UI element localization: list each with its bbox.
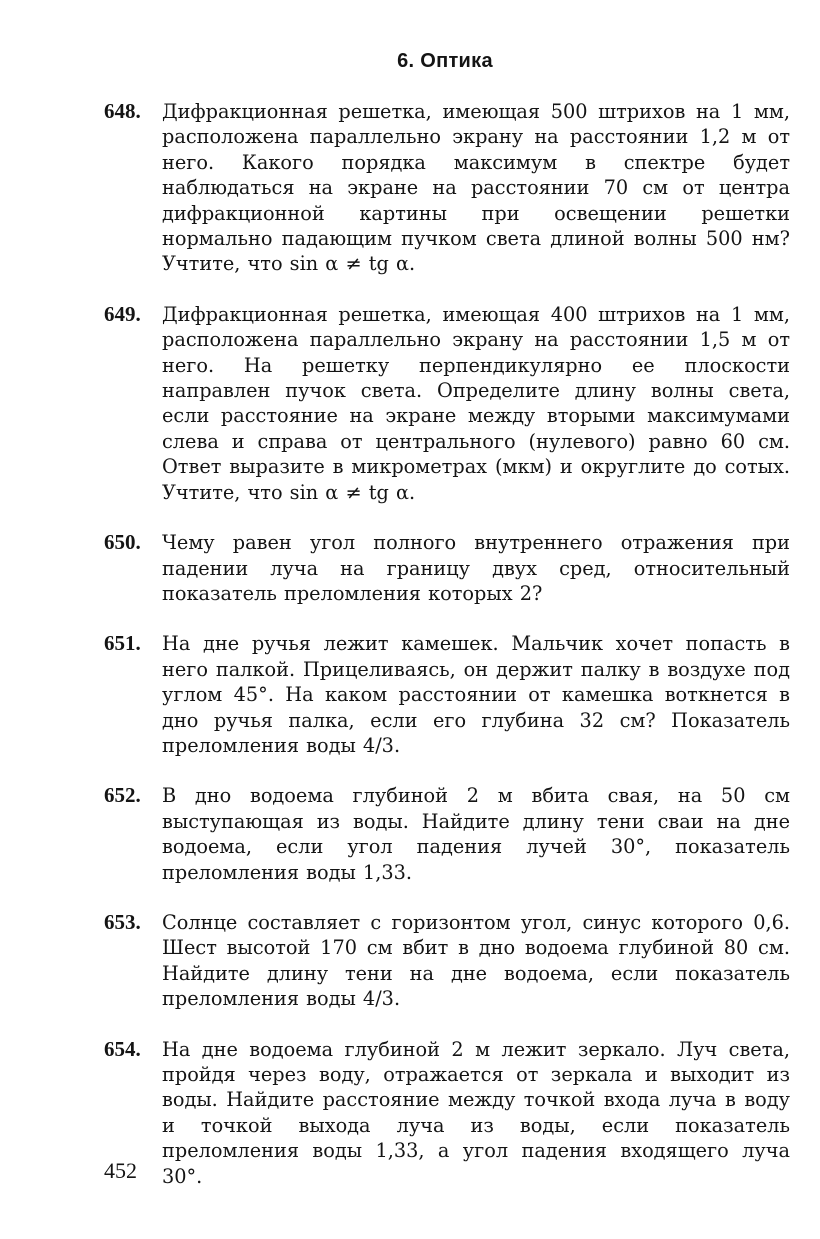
problem-text: Дифракционная решетка, имеющая 500 штрихов на 1 мм, расположена параллельно экрану на расстоянии 1,2 м от него. Какого порядка максимум в спектре будет наблюдаться на экране на расстоянии 70 см от центра дифракционной картины при освещении решетки нормально падающим пучком света длиной волны 500 нм? Учтите, что sin α ≠ tg α. xyxy=(162,100,790,276)
problem-653 xyxy=(104,910,790,1012)
problem-number: 654. xyxy=(104,1036,141,1061)
problem-list xyxy=(104,99,790,1214)
problem-number: 653. xyxy=(104,909,141,934)
problem-651 xyxy=(104,631,790,758)
problem-text: На дне водоема глубиной 2 м лежит зеркало. Луч света, пройдя через воду, отражается от зеркала и выходит из воды. Найдите расстояние между точкой входа луча в воду и точкой выхода луча из воды, если показатель преломления воды 1,33, а угол падения входящего луча 30°. xyxy=(162,1037,790,1188)
problem-text: В дно водоема глубиной 2 м вбита свая, на 50 см выступающая из воды. Найдите длину тени сваи на дне водоема, если угол падения лучей 30°, показатель преломления воды 1,33. xyxy=(162,784,790,884)
problem-number: 648. xyxy=(104,99,141,123)
problem-text: Солнце составляет с горизонтом угол, синус которого 0,6. Шест высотой 170 см вбит в дно водоема глубиной 80 см. Найдите длину тени на дне водоема, если показатель преломления воды 4/3. xyxy=(162,910,790,1011)
problem-654 xyxy=(104,1037,790,1189)
problem-649 xyxy=(104,302,790,505)
page-number: 452 xyxy=(104,1158,137,1183)
problem-number: 650. xyxy=(104,530,141,555)
problem-number: 649. xyxy=(104,301,141,326)
problem-number: 652. xyxy=(104,783,141,808)
problem-text: На дне ручья лежит камешек. Мальчик хочет попасть в него палкой. Прицеливаясь, он держит палку в воздухе под углом 45°. На каком расстоянии от камешка воткнется в дно ручья палка, если его глубина 32 см? Показатель преломления воды 4/3. xyxy=(162,632,790,757)
section-title: 6. Оптика xyxy=(397,50,493,72)
problem-number: 651. xyxy=(104,631,141,656)
problem-650 xyxy=(104,530,790,606)
problem-648 xyxy=(104,99,790,277)
problem-text: Чему равен угол полного внутреннего отражения при падении луча на границу двух сред, относительный показатель преломления которых 2? xyxy=(162,531,790,605)
problem-652 xyxy=(104,783,790,885)
problem-text: Дифракционная решетка, имеющая 400 штрихов на 1 мм, расположена параллельно экрану на расстоянии 1,5 м от него. На решетку перпендикулярно ее плоскости направлен пучок света. Определите длину волны света, если расстояние на экране между вторыми максимумами слева и справа от центрального (нулевого) равно 60 см. Ответ выразите в микрометрах (мкм) и округлите до сотых. Учтите, что sin α ≠ tg α. xyxy=(162,302,790,504)
